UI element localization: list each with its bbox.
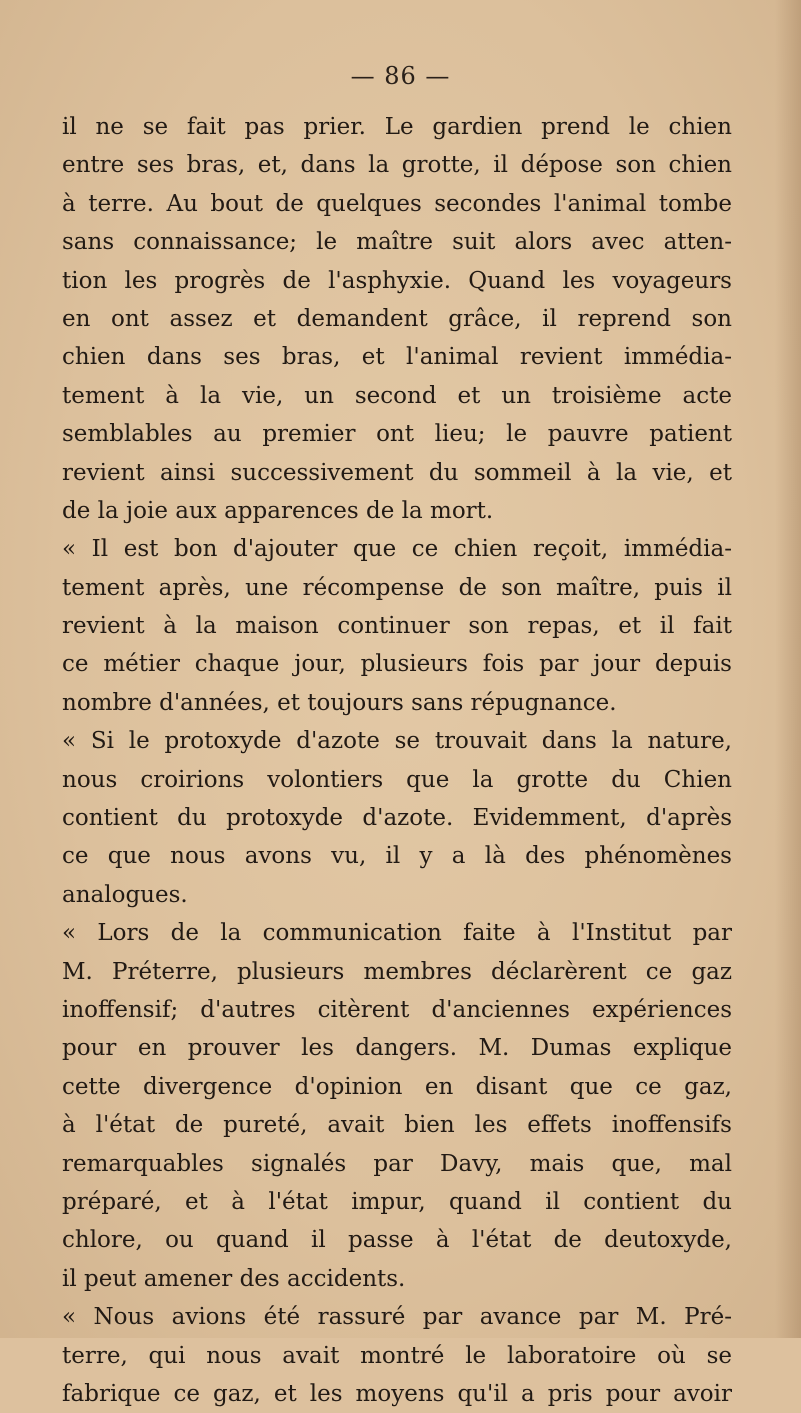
text-line: ce métier chaque jour, plusieurs fois par jour depuis	[62, 651, 732, 678]
text-line: « Si le protoxyde d'azote se trouvait dans la nature,	[62, 728, 732, 755]
text-line: inoffensif; d'autres citèrent d'anciennes expériences	[62, 996, 732, 1023]
text-line: analogues.	[62, 881, 188, 908]
text-line: préparé, et à l'état impur, quand il contient du	[62, 1188, 732, 1215]
text-line: tion les progrès de l'asphyxie. Quand les voyageurs	[62, 267, 732, 294]
text-line: contient du protoxyde d'azote. Evidemment, d'après	[62, 805, 732, 832]
text-line: revient ainsi successivement du sommeil à la vie, et	[62, 459, 732, 486]
text-line: revient à la maison continuer son repas, et il fait	[62, 613, 732, 640]
text-line: entre ses bras, et, dans la grotte, il dépose son chien	[62, 152, 732, 179]
text-line: fabrique ce gaz, et les moyens qu'il a pris pour avoir	[62, 1380, 732, 1407]
text-line: à l'état de pureté, avait bien les effets inoffensifs	[62, 1112, 732, 1139]
text-line: de la joie aux apparences de la mort.	[62, 497, 494, 524]
text-line: M. Préterre, plusieurs membres déclarèrent ce gaz	[62, 958, 732, 985]
text-line: nombre d'années, et toujours sans répugnance.	[62, 689, 617, 716]
page-number: — 86 —	[350, 62, 451, 90]
text-line: chlore, ou quand il passe à l'état de deutoxyde,	[62, 1227, 732, 1254]
text-line: pour en prouver les dangers. M. Dumas explique	[62, 1035, 732, 1062]
text-line: ce que nous avons vu, il y a là des phénomènes	[62, 843, 732, 870]
text-line: chien dans ses bras, et l'animal revient immédia-	[62, 344, 732, 371]
text-line: « Nous avions été rassuré par avance par M. Pré-	[62, 1304, 732, 1331]
text-line: à terre. Au bout de quelques secondes l'animal tombe	[62, 190, 732, 217]
text-line: sans connaissance; le maître suit alors avec atten-	[62, 229, 732, 256]
text-line: en ont assez et demandent grâce, il reprend son	[62, 305, 732, 332]
text-line: nous croirions volontiers que la grotte du Chien	[62, 766, 732, 793]
text-line: « Il est bon d'ajouter que ce chien reçoit, immédia-	[62, 536, 732, 563]
text-line: tement à la vie, un second et un troisième acte	[62, 382, 732, 409]
text-line: terre, qui nous avait montré le laboratoire où se	[62, 1342, 732, 1369]
text-line: cette divergence d'opinion en disant que ce gaz,	[62, 1073, 732, 1100]
text-line: remarquables signalés par Davy, mais que, mal	[62, 1150, 732, 1177]
text-line: semblables au premier ont lieu; le pauvre patient	[62, 421, 732, 448]
text-line: il ne se fait pas prier. Le gardien prend le chien	[62, 114, 732, 140]
page-edge-shadow	[775, 0, 801, 1338]
text-line: il peut amener des accidents.	[62, 1265, 406, 1292]
text-line: « Lors de la communication faite à l'Institut par	[62, 920, 732, 947]
body-text	[62, 108, 732, 1413]
text-line: tement après, une récompense de son maître, puis il	[62, 574, 732, 601]
